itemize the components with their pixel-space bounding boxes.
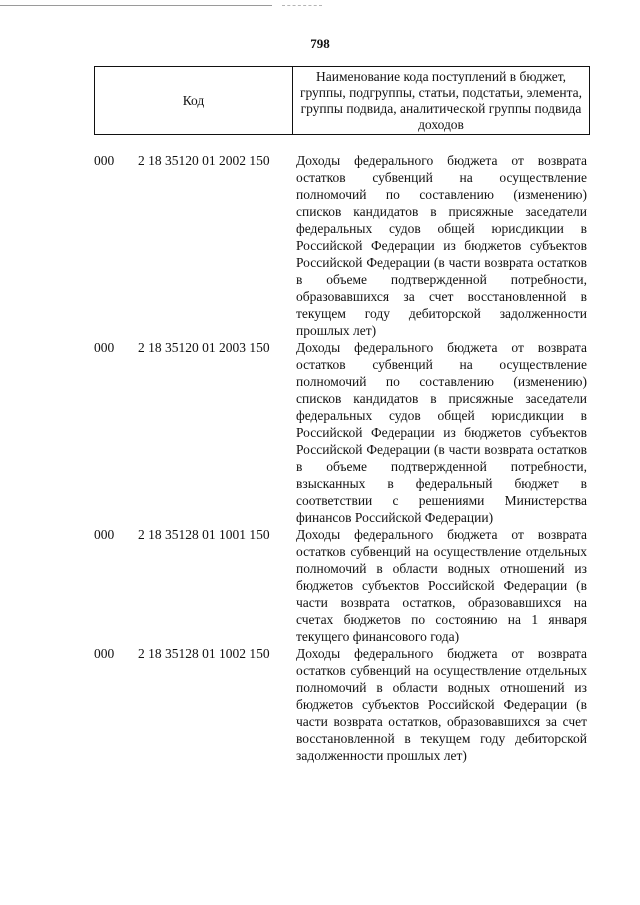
table-body: [94, 152, 594, 764]
revenue-description: Доходы федерального бюджета от возврата остатков субвенций на осуществление отдельных полномочий в области водных отношений из бюджетов субъектов Российской Федерации (в части возврата остатков, образовавшихся на счетах бюджетов по состоянию на 1 января текущего финансового года): [296, 527, 587, 644]
revenue-code: 2 18 35128 01 1002 150: [138, 646, 270, 661]
table-row: [94, 152, 594, 339]
admin-code: 000: [94, 527, 115, 542]
header-name-cell: Наименование кода поступлений в бюджет, группы, подгруппы, статьи, подстатьи, элемента, группы подвида, аналитической группы подвида доходов: [299, 68, 583, 132]
revenue-code: 2 18 35128 01 1001 150: [138, 527, 270, 542]
table-row: [94, 526, 594, 645]
admin-code: 000: [94, 153, 115, 168]
table-row: [94, 339, 594, 526]
admin-code: 000: [94, 646, 115, 661]
header-code-cell: Код: [95, 67, 293, 134]
revenue-description: Доходы федерального бюджета от возврата остатков субвенций на осуществление отдельных полномочий в области водных отношений из бюджетов субъектов Российской Федерации (в части возврата остатков, образовавшихся за счет восстановленной в текущем году дебиторской задолженности прошлых лет): [296, 646, 587, 763]
revenue-code: 2 18 35120 01 2002 150: [138, 153, 270, 168]
table-row: [94, 645, 594, 764]
revenue-description: Доходы федерального бюджета от возврата остатков субвенций на осуществление полномочий по составлению (изменению) списков кандидатов в присяжные заседатели федеральных судов общей юрисдикции в Российской Федерации из бюджетов субъектов Российской Федерации (в части возврата остатков в объеме подтвержденной потребности, взысканных в федеральный бюджет в соответствии с решениями Министерства финансов Российской Федерации): [296, 340, 587, 525]
revenue-description: Доходы федерального бюджета от возврата остатков субвенций на осуществление полномочий по составлению (изменению) списков кандидатов в присяжные заседатели федеральных судов общей юрисдикции в Российской Федерации из бюджетов субъектов Российской Федерации (в части возврата остатков в объеме подтвержденной потребности, образовавшихся за счет восстановленной в текущем году дебиторской задолженности прошлых лет): [296, 153, 587, 338]
table-header: [94, 66, 590, 135]
top-rule-fragment: [282, 5, 322, 6]
top-rule: [0, 5, 272, 6]
page-number: 798: [310, 36, 330, 51]
admin-code: 000: [94, 340, 115, 355]
revenue-code: 2 18 35120 01 2003 150: [138, 340, 270, 355]
